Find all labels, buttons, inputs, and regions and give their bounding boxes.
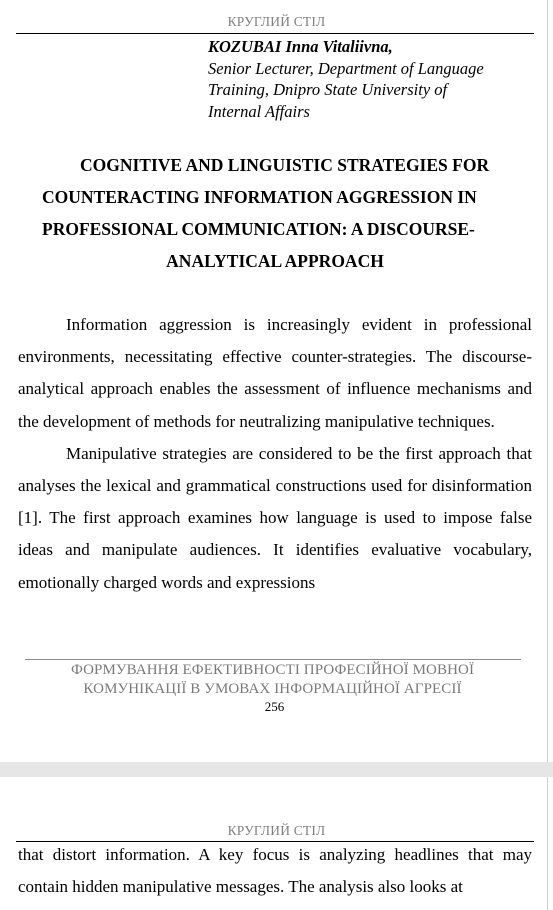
body-text [18, 309, 532, 599]
footer-title-line: КОМУНІКАЦІЇ В УМОВАХ ІНФОРМАЦІЙНОЇ АГРЕСІЇ [83, 681, 462, 697]
author-name: KOZUBAI Inna Vitaliivna, [208, 37, 393, 56]
page-edge [547, 777, 548, 910]
author-affiliation-line: Senior Lecturer, Department of Language [208, 58, 484, 78]
running-head-next: КРУГЛИЙ СТІЛ [227, 823, 326, 838]
author-affiliation-line: Internal Affairs [208, 101, 310, 121]
footer-conference-title [0, 661, 545, 699]
header-rule [16, 33, 534, 34]
title-line: ANALYTICAL APPROACH [166, 251, 384, 271]
footer-title-line: ФОРМУВАННЯ ЕФЕКТИВНОСТІ ПРОФЕСІЙНОЇ МОВНОЇ [70, 662, 475, 678]
paper-title [18, 149, 532, 277]
paragraph-continuation: that distort information. A key focus is analyzing headlines that may contain hidden manipulative messages. The analysis also looks at [18, 845, 532, 897]
footer-rule [25, 659, 521, 660]
page-number: 256 [264, 699, 285, 714]
running-head: КРУГЛИЙ СТІЛ [227, 14, 326, 29]
title-line: PROFESSIONAL COMMUNICATION: A DISCOURSE- [42, 219, 475, 239]
paragraph: Information aggression is increasingly evident in professional environments, necessitating effective counter-strategies. The discourse-analytical approach enables the assessment of influence mechanisms and the development of methods for neutralizing manipulative techniques. [18, 315, 532, 431]
author-block [208, 36, 538, 122]
paragraph: Manipulative strategies are considered to be the first approach that analyses the lexical and grammatical constructions used for disinformation [1]. The first approach examines how language is used to impose false ideas and manipulate audiences. It identifies evaluative vocabulary, emotionally charged words and expressions [18, 443, 532, 592]
title-line: COUNTERACTING INFORMATION AGGRESSION IN [42, 187, 477, 207]
page-edge [547, 0, 548, 762]
page-gap [0, 762, 553, 777]
title-line: COGNITIVE AND LINGUISTIC STRATEGIES FOR [80, 155, 490, 175]
body-text-next [18, 839, 532, 903]
author-affiliation-line: Training, Dnipro State University of [208, 80, 448, 99]
